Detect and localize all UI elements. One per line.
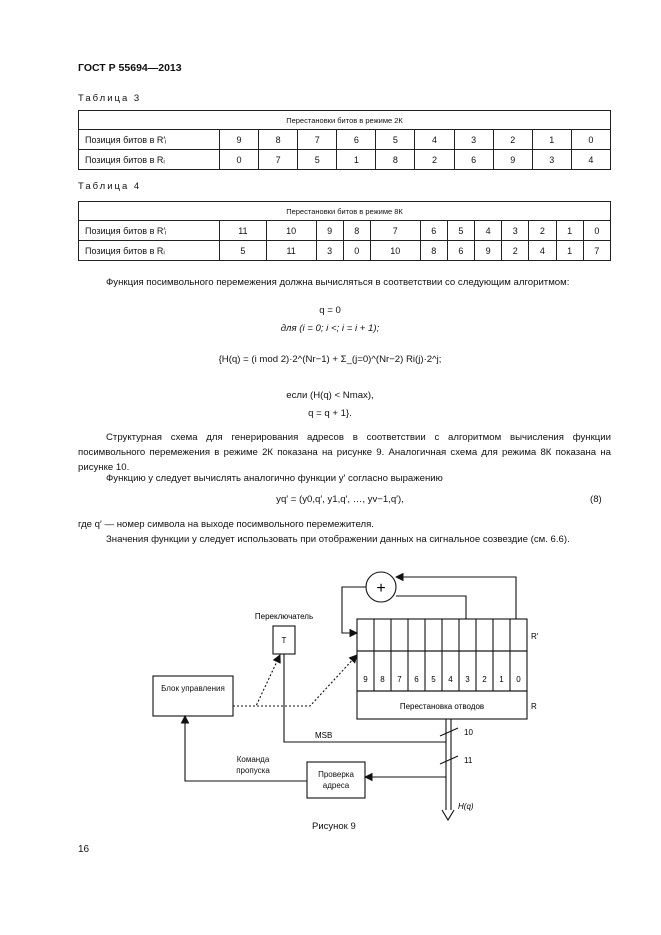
table-cell: 4 [474, 221, 501, 241]
table-cell: 2 [502, 241, 529, 261]
hq-arrow [442, 810, 454, 820]
formula-line-3: {H(q) = (i mod 2)·2^(Nr−1) + Σ_(j=0)^(Nr−2) Ri(j)·2^j; [218, 354, 442, 365]
bit-label: 8 [380, 675, 385, 684]
row-label: Позиция битов в R′ᵢ [79, 221, 220, 241]
paragraph-values: Значения функции у следует использовать при отображении данных на сигнальное созвездие (см. 6.6). [106, 534, 570, 545]
skip-command-label: Команда пропуска [236, 755, 270, 775]
table-cell: 7 [370, 221, 420, 241]
table-cell: 0 [343, 241, 370, 261]
table-cell: 11 [220, 221, 267, 241]
table-cell: 4 [415, 130, 454, 150]
table-cell: 4 [571, 150, 610, 170]
page-number: 16 [78, 844, 90, 855]
table3-caption: Таблица 3 [78, 93, 142, 104]
bit-label: 6 [414, 675, 419, 684]
table-cell: 9 [220, 130, 259, 150]
msb-line [284, 654, 446, 742]
feedback-line-mid [396, 596, 466, 619]
row-label: Позиция битов в Rᵢ [79, 241, 220, 261]
table-cell: 6 [420, 221, 447, 241]
r-label: R [531, 702, 537, 711]
formula-line-6: yq′ = (y0,q′, y1,q′, …, yv−1,q′), [276, 494, 404, 505]
wire-10-label: 10 [464, 728, 473, 737]
switch-label: Переключатель [254, 612, 314, 621]
table-cell: 11 [266, 241, 316, 261]
table-cell: 10 [266, 221, 316, 241]
table-cell: 2 [493, 130, 532, 150]
control-block-label: Блок управления [161, 684, 225, 693]
permutation-label: Перестановка отводов [399, 702, 485, 711]
formula-line-4: если (H(q) < Nmax), [286, 390, 374, 401]
bus-mark-10 [440, 728, 458, 736]
equation-number: (8) [590, 494, 602, 505]
table-cell: 6 [447, 241, 474, 261]
table-cell: 8 [376, 150, 415, 170]
adder-plus: + [376, 580, 386, 597]
table-cell: 5 [298, 150, 337, 170]
table-cell: 9 [493, 150, 532, 170]
table-cell: 1 [556, 241, 583, 261]
table-cell: 0 [571, 130, 610, 150]
paragraph-algorithm: Функция посимвольного перемежения должна вычисляться в соответствии со следующим алгоритмом: [106, 277, 570, 288]
table-cell: 10 [370, 241, 420, 261]
table-cell: 3 [532, 150, 571, 170]
table-cell: 8 [420, 241, 447, 261]
adder-output-line [342, 587, 366, 633]
table-cell: 2 [415, 150, 454, 170]
formula-line-5: q = q + 1}. [308, 408, 352, 419]
table-cell: 5 [376, 130, 415, 150]
table3-title: Перестановки битов в режиме 2К [79, 111, 611, 130]
bit-label: 9 [363, 675, 368, 684]
bit-label: 3 [465, 675, 470, 684]
r-prime-label: R′ [531, 632, 539, 641]
control-block [153, 676, 233, 716]
table-cell: 8 [343, 221, 370, 241]
table-cell: 6 [454, 150, 493, 170]
table-cell: 5 [220, 241, 267, 261]
row-label: Позиция битов в R′ᵢ [79, 130, 220, 150]
table4-caption: Таблица 4 [78, 181, 142, 192]
table-cell: 2 [529, 221, 556, 241]
bus-mark-11 [440, 756, 458, 764]
bit-label: 0 [516, 675, 521, 684]
wire-11-label: 11 [464, 756, 473, 765]
figure-caption: Рисунок 9 [312, 821, 356, 832]
feedback-line-right [396, 577, 516, 619]
bit-label: 1 [499, 675, 504, 684]
table-cell: 0 [583, 221, 610, 241]
table-cell: 3 [316, 241, 343, 261]
table-cell: 1 [337, 150, 376, 170]
register-dividers [374, 619, 510, 691]
table-cell: 7 [583, 241, 610, 261]
bit-label: 4 [448, 675, 453, 684]
table-cell: 1 [532, 130, 571, 150]
table-cell: 8 [259, 130, 298, 150]
table-cell: 0 [220, 150, 259, 170]
table-cell: 9 [316, 221, 343, 241]
paragraph-function-y: Функцию у следует вычислять аналогично функции у′ согласно выражению [106, 473, 443, 484]
table-cell: 9 [474, 241, 501, 261]
paragraph-q-def: где q′ — номер символа на выходе посимвольного перемежителя. [78, 519, 374, 530]
bit-label: 2 [482, 675, 487, 684]
table-cell: 5 [447, 221, 474, 241]
address-check-label: Проверка адреса [318, 770, 354, 790]
table-cell: 3 [454, 130, 493, 150]
formula-line-2: для (i = 0; i <; i = i + 1); [280, 323, 380, 334]
table-cell: 6 [337, 130, 376, 150]
dotted-to-register [233, 655, 357, 706]
table-cell: 1 [556, 221, 583, 241]
table-cell: 4 [529, 241, 556, 261]
table-cell: 3 [502, 221, 529, 241]
msb-label: MSB [315, 731, 333, 740]
document-header: ГОСТ Р 55694—2013 [78, 62, 182, 74]
table4-title: Перестановки битов в режиме 8К [79, 202, 611, 221]
table-cell: 7 [259, 150, 298, 170]
bit-label: 7 [397, 675, 402, 684]
hq-label: H(q) [458, 802, 474, 811]
dotted-to-switch [233, 655, 280, 706]
t-label: T [281, 636, 287, 645]
bit-label: 5 [431, 675, 436, 684]
row-label: Позиция битов в Rᵢ [79, 150, 220, 170]
table-cell: 7 [298, 130, 337, 150]
formula-line-1: q = 0 [319, 305, 341, 316]
paragraph-structure: Структурная схема для генерирования адресов в соответствии с алгоритмом вычисления функции посимвольного перемежения в режиме 2К показана на рисунке 9. Аналогичная схема для режима 8К показана на рисунке 10. [78, 432, 611, 473]
